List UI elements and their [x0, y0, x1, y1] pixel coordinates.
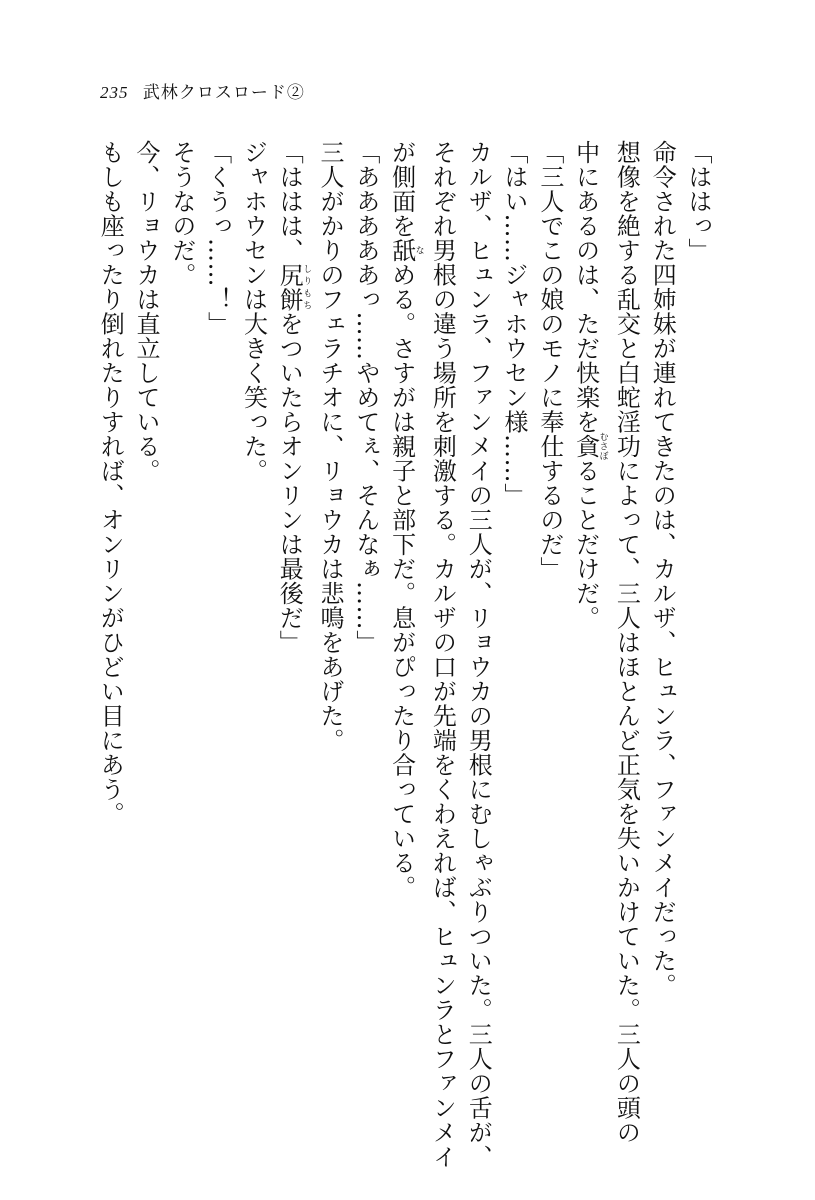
text-line: 「あああああっ……やめてぇ、そんなぁ……」: [351, 140, 380, 655]
text-line: ジャホウセンは大きく笑った。: [239, 140, 268, 483]
body-text: [95, 140, 715, 1180]
text-line: 「三人でこの娘のモノに奉仕するのだ」: [535, 140, 564, 581]
text-line: 中にあるのは、ただ快楽を貪むさぼることだけだ。: [571, 140, 608, 630]
text-line: それぞれ男根の違う場所を刺激する。カルザの口が先端をくわえれば、ヒュンラとファンメイ: [428, 140, 457, 1169]
text-line: 「ははっ」: [684, 140, 712, 263]
text-line: 「くうっ……！」: [203, 140, 232, 336]
text-line: もしも座ったり倒れたりすれば、オンリンがひどい目にあう。: [96, 140, 125, 826]
text-line: 想像を絶する乱交と白蛇淫功によって、三人はほとんど正気を失いかけていた。三人の頭の: [612, 140, 641, 1145]
text-line: 「ははは、尻餅しりもちをついたらオンリンは最後だ」: [275, 140, 312, 655]
text-line: 三人がかりのフェラチオに、リョウカは悲鳴をあげた。: [316, 140, 345, 753]
ruby-word: 尻餅しりもち: [275, 262, 312, 312]
ruby-word: 舐な: [387, 238, 424, 263]
text-line: カルザ、ヒュンラ、ファンメイの三人が、リョウカの男根にむしゃぶりついた。三人の舌が、: [464, 140, 493, 1169]
ruby-reading: むさぼ: [597, 432, 608, 461]
running-head: [100, 78, 305, 103]
text-line: 「はい……ジャホウセン様……」: [500, 140, 529, 508]
ruby-word: 貪むさぼ: [571, 432, 608, 461]
ruby-reading: な: [413, 238, 424, 263]
ruby-reading: しりもち: [301, 262, 312, 312]
text-line: 命令された四姉妹が連れてきたのは、カルザ、ヒュンラ、ファンメイだった。: [648, 140, 677, 998]
text-line: が側面を舐なめる。さすがは親子と部下だ。息がぴったり合っている。: [387, 140, 424, 900]
book-title: 武林クロスロード②: [142, 83, 305, 103]
text-line: そうなのだ。: [167, 140, 196, 287]
text-line: 今、リョウカは直立している。: [132, 140, 161, 483]
page-number: 235: [100, 83, 129, 102]
